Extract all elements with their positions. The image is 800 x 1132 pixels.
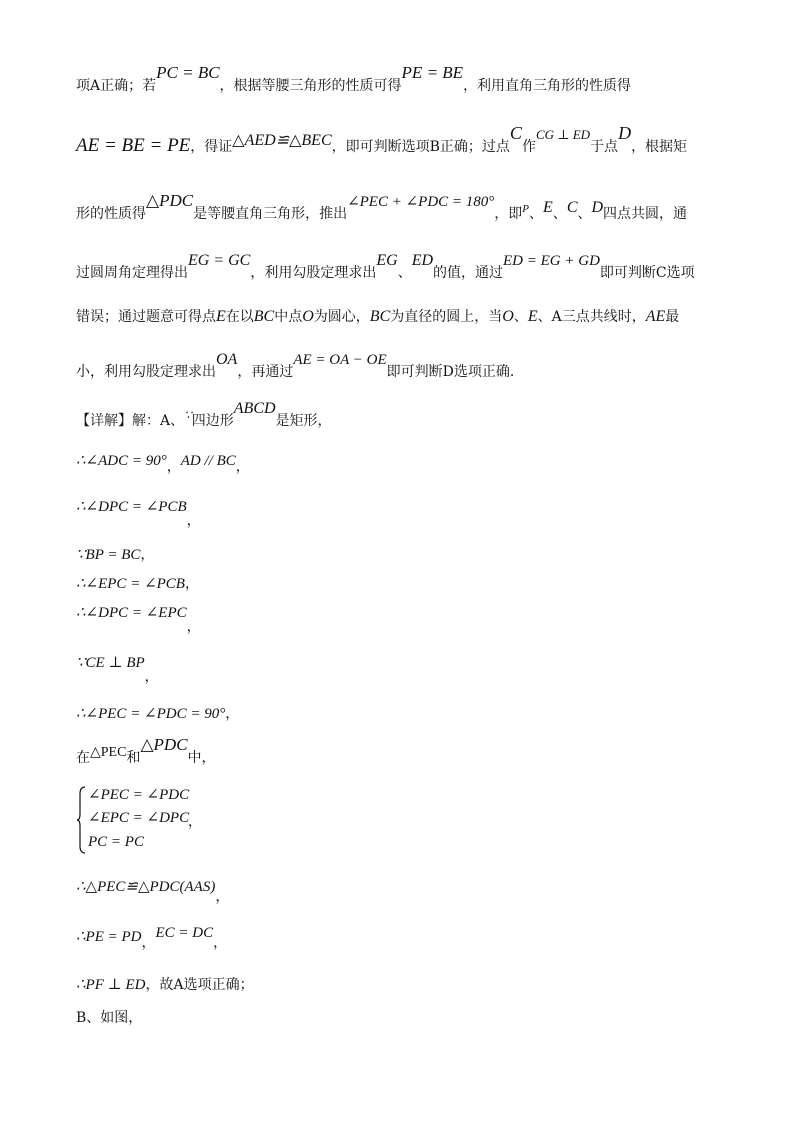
text: 是等腰直角三角形，推出 — [193, 206, 348, 222]
math-expression: ED = EG + GD — [503, 253, 600, 269]
math-expression: ∴PF ⊥ ED — [76, 977, 146, 993]
text: 、 — [397, 265, 412, 281]
math-expression: △PDC — [140, 735, 188, 754]
text-line-13 — [76, 655, 159, 685]
text: ， — [184, 576, 199, 592]
text-line-9 — [76, 499, 201, 529]
system-row-1: ∠PEC = ∠PDC — [88, 787, 190, 803]
math-expression: C — [566, 199, 578, 216]
math-expression: AD // BC — [180, 453, 236, 469]
text: ，即 — [494, 206, 523, 222]
text: 即可判断C选项 — [599, 265, 695, 281]
math-expression: ∴∠EPC = ∠PCB — [76, 576, 185, 592]
text: 小，利用勾股定理求出 — [76, 364, 216, 380]
text: 、 — [552, 206, 567, 222]
math-expression: ∠PEC + ∠PDC = 180° — [347, 194, 495, 210]
text: 最 — [665, 309, 680, 325]
math-expression: BC — [369, 308, 391, 325]
math-expression: E — [527, 308, 538, 325]
math-expression: O — [302, 308, 314, 325]
text-line-1 — [76, 63, 632, 94]
text-line-18 — [76, 978, 254, 993]
text: ， — [166, 459, 181, 475]
text: ，根据等腰三角形的性质可得 — [219, 78, 402, 94]
system-tail: ， — [188, 814, 202, 830]
math-expression: D — [618, 123, 632, 143]
text: 作 — [521, 139, 536, 155]
text: ，利用直角三角形的性质得 — [463, 78, 632, 94]
math-expression: ∵BP = BC — [76, 547, 141, 563]
math-expression: E — [216, 308, 226, 325]
math-expression: EC = DC — [155, 925, 214, 941]
math-expression: △PDC — [146, 191, 194, 210]
text: 的值，通过 — [433, 265, 504, 281]
math-expression: ∴△PEC≌△PDC(AAS) — [76, 879, 216, 895]
text: 、 — [513, 309, 528, 325]
text: 中， — [187, 750, 216, 766]
text-line-14 — [76, 707, 239, 722]
text: 、 — [529, 206, 544, 222]
math-expression: PE = BE — [401, 63, 464, 82]
text: ，故A选项正确； — [145, 977, 254, 993]
math-expression: AE = BE = PE — [76, 135, 191, 156]
math-expression: OA — [216, 351, 238, 368]
text-line-2 — [76, 123, 688, 156]
text-line-15 — [76, 735, 216, 766]
text: 、 — [577, 206, 592, 222]
text: ， — [141, 935, 156, 951]
text: 四边形 — [191, 413, 234, 429]
text: 项A正确；若 — [76, 78, 157, 94]
text: 为圆心， — [313, 309, 370, 325]
text: 在以 — [225, 309, 254, 325]
text: 即可判断D选项正确. — [386, 364, 515, 380]
math-expression: CG ⊥ ED — [535, 127, 591, 142]
text: ，即可判断选项B正确；过点 — [331, 139, 510, 155]
math-expression: △PEC — [90, 745, 127, 760]
text: ，利用勾股定理求出 — [250, 265, 377, 281]
text: 形的性质得 — [76, 206, 146, 222]
text-line-16 — [76, 879, 230, 905]
math-expression: P — [522, 203, 530, 215]
text: 【详解】解：A、 — [76, 413, 185, 429]
math-expression: ∵CE ⊥ BP — [76, 655, 145, 671]
text: ， — [140, 547, 155, 563]
math-expression: EG — [376, 252, 398, 269]
text: ， — [215, 889, 230, 905]
math-expression: ∴∠PEC = ∠PDC = 90° — [76, 706, 226, 722]
system-row-3: PC = PC — [88, 834, 144, 850]
math-expression: C — [509, 123, 522, 143]
system-row-2: ∠EPC = ∠DPC — [88, 810, 190, 826]
text: ， — [186, 619, 201, 635]
math-expression: BC — [253, 308, 275, 325]
text-line-8 — [76, 453, 250, 475]
text: 错误；通过题意可得点 — [76, 309, 216, 325]
text: 四点共圆，通 — [603, 206, 688, 222]
text-line-3 — [76, 191, 688, 222]
text: 中点 — [274, 309, 303, 325]
text: 、A三点共线时， — [537, 309, 646, 325]
text: ，得证 — [190, 139, 233, 155]
math-expression: △AED≌△BEC — [232, 132, 332, 149]
text-line-5 — [76, 309, 679, 325]
text: ，再通过 — [237, 364, 294, 380]
text: 于点 — [590, 139, 619, 155]
math-expression: E — [543, 199, 553, 216]
text: ， — [186, 513, 201, 529]
text-line-12 — [76, 605, 201, 635]
math-expression: EG = GC — [188, 252, 251, 269]
text-line-7 — [76, 400, 332, 429]
math-expression: PC = BC — [156, 63, 220, 82]
text-line-10 — [76, 548, 154, 563]
text-line-6 — [76, 351, 515, 380]
math-expression: ED — [411, 252, 434, 269]
math-expression: ∵ — [184, 408, 192, 422]
text: ，根据矩 — [631, 139, 688, 155]
math-expression: ∴∠ADC = 90° — [76, 453, 167, 469]
math-expression: O — [502, 308, 514, 325]
math-expression: ∴PE = PD — [76, 929, 142, 945]
math-expression: ABCD — [233, 400, 276, 417]
text: 在 — [76, 750, 90, 766]
text: 为直径的圆上，当 — [390, 309, 503, 325]
text-line-17 — [76, 925, 228, 951]
text-line-11 — [76, 577, 199, 592]
math-expression: ∴∠DPC = ∠EPC — [76, 605, 187, 621]
text: B、如图， — [76, 1010, 143, 1026]
text: ， — [235, 459, 250, 475]
text: ， — [225, 706, 240, 722]
math-expression: AE = OA − OE — [293, 352, 387, 368]
text: ， — [213, 935, 228, 951]
math-expression: ∴∠DPC = ∠PCB — [76, 499, 187, 515]
math-expression: AE — [645, 308, 666, 325]
text-line-19 — [76, 1011, 142, 1025]
text: ， — [144, 669, 159, 685]
system-brace — [76, 786, 86, 854]
math-expression: D — [591, 199, 604, 216]
text-line-4 — [76, 252, 695, 281]
text: 过圆周角定理得出 — [76, 265, 188, 281]
text: 和 — [126, 750, 141, 766]
text: 是矩形， — [275, 413, 332, 429]
